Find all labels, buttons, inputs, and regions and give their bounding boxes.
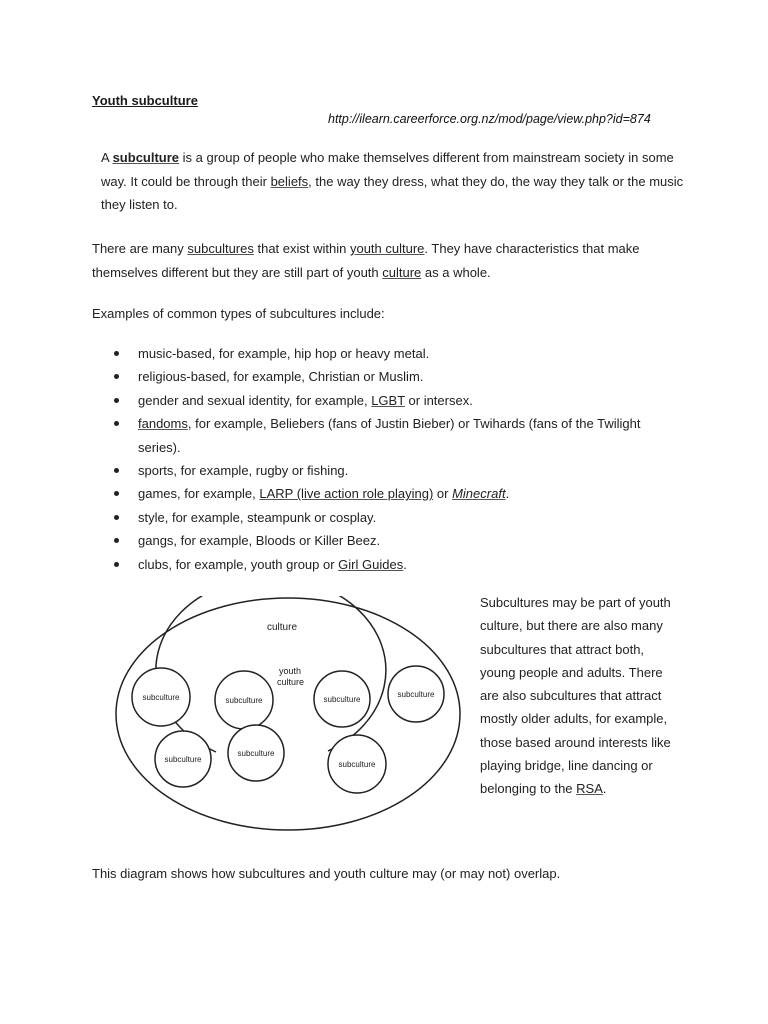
youth-culture-label-line1: youth bbox=[279, 666, 302, 676]
subculture-bubble bbox=[388, 666, 444, 722]
subculture-term[interactable]: subculture bbox=[112, 150, 180, 165]
source-url[interactable]: http://ilearn.careerforce.org.nz/mod/page/view.php?id=874 bbox=[328, 112, 651, 126]
youth-culture-link[interactable]: youth culture bbox=[349, 241, 425, 256]
svg-text:subculture: subculture bbox=[323, 695, 361, 704]
list-item: style, for example, steampunk or cosplay. bbox=[100, 506, 660, 529]
subculture-bubble bbox=[215, 671, 273, 729]
list-item: fandoms, for example, Beliebers (fans of Justin Bieber) or Twihards (fans of the Twilight series). bbox=[100, 412, 660, 459]
subculture-venn-diagram bbox=[110, 596, 466, 858]
svg-text:subculture: subculture bbox=[397, 690, 435, 699]
diagram-caption: This diagram shows how subcultures and youth culture may (or may not) overlap. bbox=[92, 866, 561, 881]
fandoms-link[interactable]: fandoms bbox=[138, 416, 188, 432]
svg-text:subculture: subculture bbox=[225, 696, 263, 705]
subculture-bubble bbox=[228, 725, 284, 781]
list-item: gender and sexual identity, for example, LGBT or intersex. bbox=[100, 389, 660, 412]
youth-culture-paragraph: There are many subcultures that exist within youth culture. They have characteristics that make themselves different but they are still part of youth culture as a whole. bbox=[92, 241, 640, 280]
svg-text:subculture: subculture bbox=[142, 693, 180, 702]
larp-link[interactable]: LARP (live action role playing) bbox=[259, 486, 434, 502]
subculture-bubble bbox=[328, 735, 386, 793]
list-item: gangs, for example, Bloods or Killer Beez. bbox=[100, 529, 660, 552]
side-explanation: Subcultures may be part of youth culture, but there are also many subcultures that attract both, young people and adults. There are also subcultures that attract mostly older adults, for example, those based around interests like playing bridge, line dancing or belonging to the RSA. bbox=[480, 595, 671, 797]
list-item: religious-based, for example, Christian or Muslim. bbox=[100, 365, 660, 388]
list-item: sports, for example, rugby or fishing. bbox=[100, 459, 660, 482]
svg-text:subculture: subculture bbox=[237, 749, 275, 758]
subculture-examples-list bbox=[100, 342, 660, 576]
minecraft-link[interactable]: Minecraft bbox=[452, 486, 506, 502]
girl-guides-link[interactable]: Girl Guides bbox=[338, 556, 404, 572]
culture-link[interactable]: culture bbox=[382, 264, 422, 280]
list-item: music-based, for example, hip hop or heavy metal. bbox=[100, 342, 660, 365]
svg-text:subculture: subculture bbox=[338, 760, 376, 769]
list-item: games, for example, LARP (live action role playing) or Minecraft. bbox=[100, 482, 660, 505]
culture-label: culture bbox=[267, 622, 298, 633]
rsa-link[interactable]: RSA bbox=[576, 781, 603, 797]
subculture-bubble bbox=[132, 668, 190, 726]
intro-paragraph: A subculture is a group of people who make themselves different from mainstream society in some way. It could be through their beliefs, the way they dress, what they do, the way they talk or the music they listen to. bbox=[101, 150, 684, 212]
examples-intro: Examples of common types of subcultures include: bbox=[92, 306, 385, 321]
page-title: Youth subculture bbox=[92, 93, 198, 108]
subculture-bubble bbox=[155, 731, 211, 787]
beliefs-link[interactable]: beliefs bbox=[270, 173, 309, 189]
list-item: clubs, for example, youth group or Girl Guides. bbox=[100, 553, 660, 576]
svg-text:subculture: subculture bbox=[164, 755, 202, 764]
subcultures-link[interactable]: subcultures bbox=[187, 241, 254, 256]
lgbt-link[interactable]: LGBT bbox=[371, 392, 405, 408]
youth-culture-label-line2: culture bbox=[277, 677, 305, 687]
subculture-bubble bbox=[314, 671, 370, 727]
